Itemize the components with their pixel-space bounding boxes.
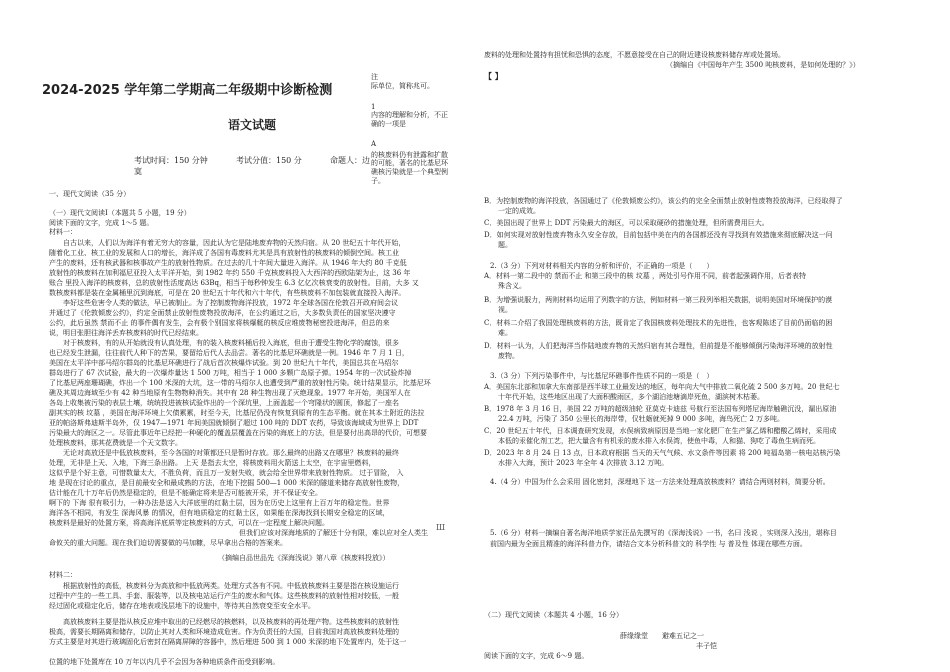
exam-subtitle: 语文试题 xyxy=(228,118,277,132)
essay-title: 薛缘缘堂 避难五记之一 xyxy=(620,632,704,640)
material1-source: （摘编自品世品先《深海浅说》第八章《核废料投放》） xyxy=(218,554,390,562)
section-heading: 一、现代文阅读（35 分） xyxy=(49,190,131,198)
side-note: 1 xyxy=(371,103,376,111)
exam-title: 2024-2025 学年第二学期高二年级期中诊断检测 xyxy=(42,83,333,98)
instruction: 阅读下面的文字，完成 1～5 题。 xyxy=(49,219,154,227)
subsection-heading: （二）现代文阅读（本题共 4 小题，16 分） xyxy=(484,611,624,619)
side-note: 礁核污染就是一个典型例 xyxy=(371,168,448,176)
side-note: 际单位，简称兆可。 xyxy=(371,82,434,90)
exam-time: 考试时间：150 分钟 xyxy=(134,156,208,165)
exam-author: 命题人：边 xyxy=(330,156,370,165)
question-4: 4.（4 分）中国为什么会采用 固化密封，深埋地下 这一方法来处理高放核废料？请结合两则材料，简要分析。 xyxy=(490,478,830,486)
side-note: 注 xyxy=(371,73,378,81)
exam-score: 考试分值：150 分 xyxy=(236,156,302,165)
material-label: 材料二： xyxy=(49,571,77,579)
right-top-source: （摘编自《中国每年产生 3500 吨核废料，是如何处理的？》） xyxy=(666,61,860,69)
side-note: 的可能，著名的比基尼环 xyxy=(371,159,448,167)
side-note: A xyxy=(371,140,377,148)
side-note: 子。 xyxy=(371,177,385,185)
material-label: 材料一： xyxy=(49,228,77,236)
side-note: 确的一项是 xyxy=(371,120,406,128)
side-note: 内容的理解和分析，不正 xyxy=(371,111,448,119)
right-top-text: 废料的处理和处置持有担忧和恐惧的态度，不愿意接受在自己的附近建设核废料储存库或处置场。 xyxy=(484,51,785,59)
exam-author-cont: 寞 xyxy=(134,167,142,176)
subsection-heading: （一）现代文阅读Ⅰ（本题共 5 小题，19 分） xyxy=(49,209,191,217)
watermark-mark: Ш xyxy=(436,523,446,532)
essay-author: 丰子恺 xyxy=(696,642,717,650)
instruction: 阅读下面的文字，完成 6～9 题。 xyxy=(484,652,589,660)
answer-bracket: 【 】 xyxy=(484,71,503,81)
side-note: 的核废料仍有泄露和扩散 xyxy=(371,151,448,159)
